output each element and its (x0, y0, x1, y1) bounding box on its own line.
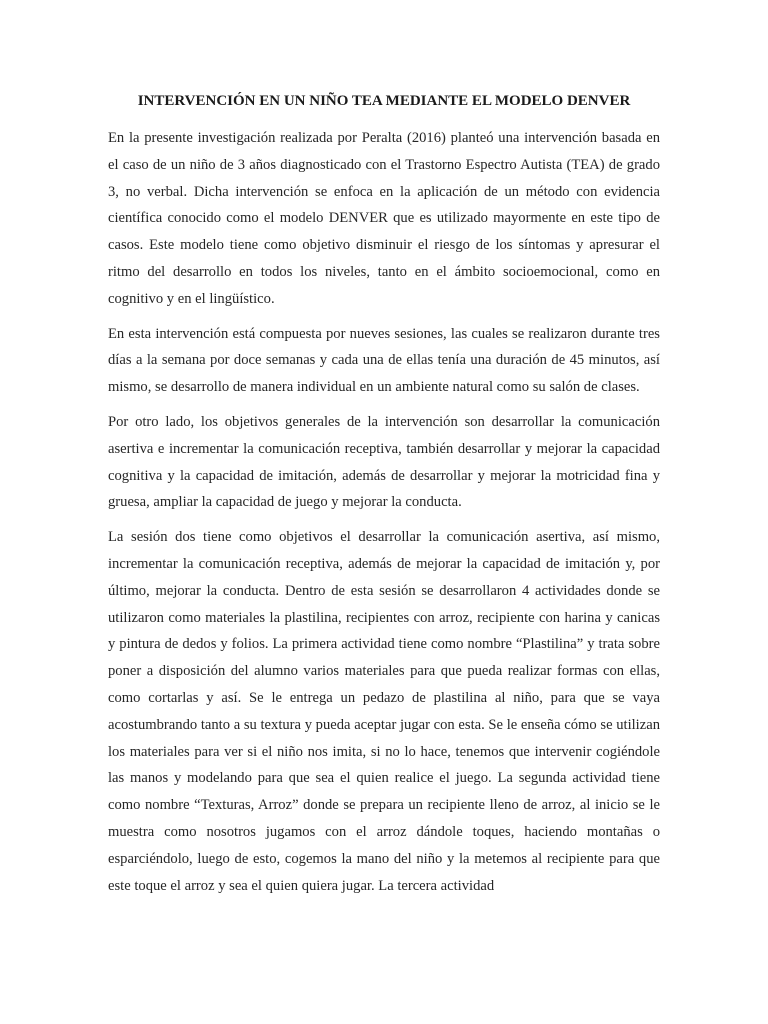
paragraph-3: Por otro lado, los objetivos generales de la intervención son desarrollar la comunicación asertiva e incrementar la comunicación receptiva, también desarrollar y mejorar la capacidad cognitiva y la capacidad de imitación, además de desarrollar y mejorar la motricidad fina y gruesa, ampliar la capacidad de juego y mejorar la conducta. (108, 413, 660, 511)
paragraph-1: En la presente investigación realizada por Peralta (2016) planteó una intervención basada en el caso de un niño de 3 años diagnosticado con el Trastorno Espectro Autista (TEA) de grado 3, no verbal. Dicha intervención se enfoca en la aplicación de un método con evidencia científica conocido como el modelo DENVER que es utilizado mayormente en este tipo de casos. Este modelo tiene como objetivo disminuir el riesgo de los síntomas y apresurar el ritmo del desarrollo en todos los niveles, tanto en el ámbito socioemocional, como en cognitivo y en el lingüístico. (108, 130, 660, 307)
paragraph-4: La sesión dos tiene como objetivos el desarrollar la comunicación asertiva, así mismo, incrementar la comunicación receptiva, además de mejorar la capacidad de imitación y, por último, mejorar la conducta. Dentro de esta sesión se desarrollaron 4 actividades donde se utilizaron como materiales la plastilina, recipientes con arroz, recipiente con harina y canicas y pintura de dedos y folios. La primera actividad tiene como nombre “Plastilina” y trata sobre poner a disposición del alumno varios materiales para que pueda realizar formas con ellas, como cortarlas y así. Se le entrega un pedazo de plastilina al niño, para que se vaya acostumbrando tanto a su textura y pueda aceptar jugar con esta. Se le enseña cómo se utilizan los materiales para ver si el niño nos imita, si no lo hace, tenemos que intervenir cogiéndole las manos y modelando para que sea el quien realice el juego. La segunda actividad tiene como nombre “Texturas, Arroz” donde se prepara un recipiente lleno de arroz, al inicio se le muestra como nosotros jugamos con el arroz dándole toques, haciendo montañas o esparciéndolo, luego de esto, cogemos la mano del niño y la metemos al recipiente para que este toque el arroz y sea el quien quiera jugar. La tercera actividad (108, 529, 660, 894)
document-body (108, 125, 660, 907)
document-title: INTERVENCIÓN EN UN NIÑO TEA MEDIANTE EL MODELO DENVER (137, 93, 631, 109)
paragraph-2: En esta intervención está compuesta por nueves sesiones, las cuales se realizaron durante tres días a la semana por doce semanas y cada una de ellas tenía una duración de 45 minutos, así mismo, se desarrollo de manera individual en un ambiente natural como su salón de clases. (108, 325, 660, 396)
